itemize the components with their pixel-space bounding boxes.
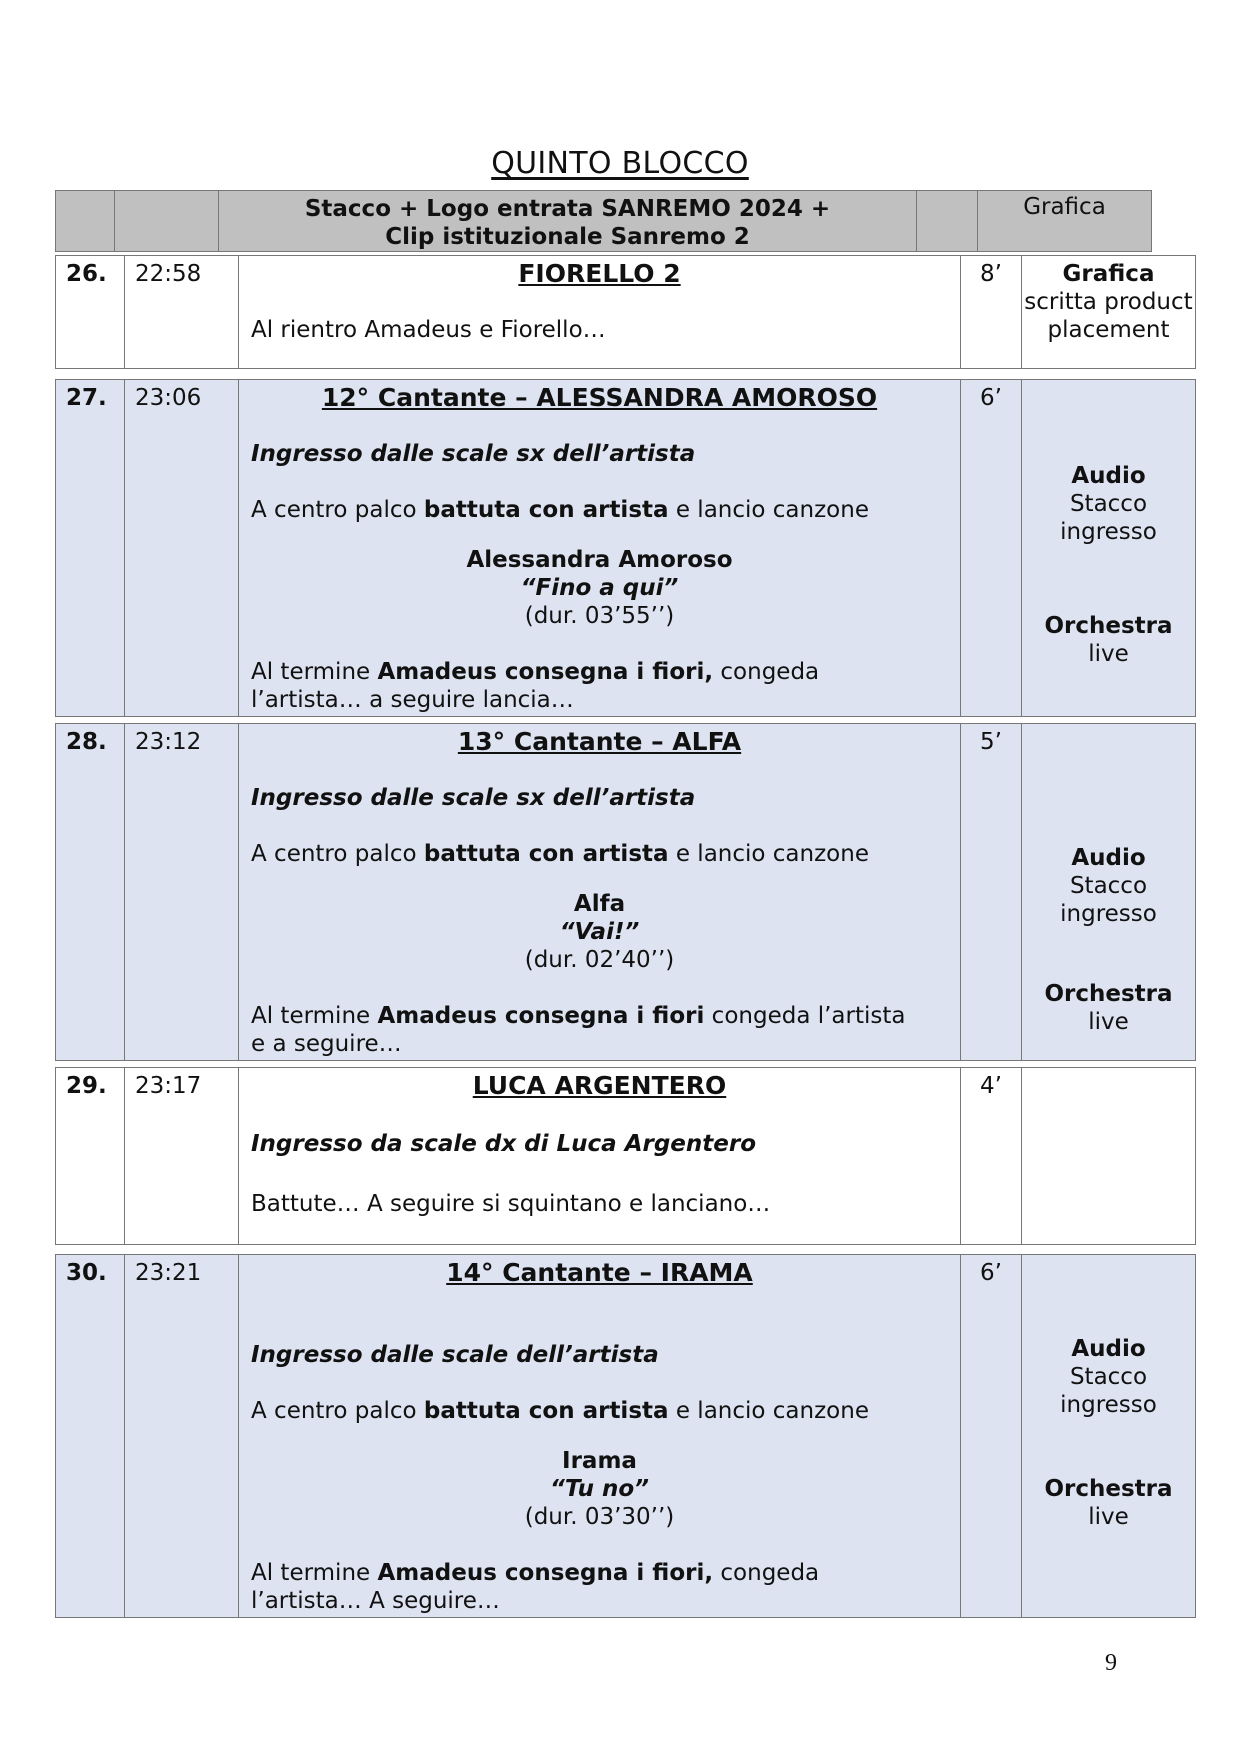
row-number: 30.	[56, 1255, 125, 1618]
artist-name: Alessandra Amoroso	[466, 547, 733, 573]
table-row	[55, 1254, 1196, 1618]
row-side-notes	[1022, 1068, 1196, 1245]
side-label: Grafica	[1062, 261, 1155, 287]
artist-name: Irama	[562, 1448, 637, 1474]
row-number: 27.	[56, 380, 125, 717]
row-duration: 6’	[961, 380, 1022, 717]
row-time: 22:58	[125, 256, 239, 369]
audio-label: Audio	[1071, 463, 1146, 489]
header-cell-empty-1	[56, 191, 115, 252]
row-content	[239, 380, 961, 717]
page-title: QUINTO BLOCCO	[491, 146, 749, 181]
header-description	[219, 191, 917, 252]
header-table	[55, 190, 1152, 252]
table-row	[55, 1067, 1196, 1245]
orchestra-text: live	[1088, 1009, 1129, 1035]
segment-text: Battute… A seguire si squintano e lanciano…	[251, 1191, 771, 1217]
row-content	[239, 256, 961, 369]
audio-text: Stacco ingresso	[1060, 1364, 1157, 1418]
entry-note: Ingresso dalle scale sx dell’artista	[251, 441, 696, 467]
stage-note: A centro palco battuta con artista e lancio canzone	[251, 841, 869, 867]
side-text-2: placement	[1047, 317, 1170, 343]
end-note-2: l’artista… a seguire lancia…	[251, 687, 574, 713]
end-note: Al termine Amadeus consegna i fiori congeda l’artista	[251, 1003, 906, 1029]
row-content	[239, 1255, 961, 1618]
row-time: 23:17	[125, 1068, 239, 1245]
orchestra-label: Orchestra	[1044, 981, 1173, 1007]
song-duration: (dur. 02’40’’)	[524, 947, 675, 973]
row-number: 26.	[56, 256, 125, 369]
row-time: 23:12	[125, 724, 239, 1061]
artist-name: Alfa	[573, 891, 626, 917]
stage-note: A centro palco battuta con artista e lancio canzone	[251, 497, 869, 523]
row-number: 29.	[56, 1068, 125, 1245]
header-cell-empty-3	[917, 191, 978, 252]
end-note: Al termine Amadeus consegna i fiori, congeda	[251, 659, 820, 685]
row-number: 28.	[56, 724, 125, 1061]
page-number: 9	[1105, 1650, 1117, 1676]
orchestra-label: Orchestra	[1044, 613, 1173, 639]
song-title: “Vai!”	[559, 919, 640, 945]
row-duration: 6’	[961, 1255, 1022, 1618]
header-line2: Clip istituzionale Sanremo 2	[385, 224, 750, 250]
song-duration: (dur. 03’55’’)	[524, 603, 675, 629]
row-duration: 8’	[961, 256, 1022, 369]
end-note-2: l’artista… A seguire…	[251, 1588, 500, 1614]
audio-label: Audio	[1071, 845, 1146, 871]
segment-title: 13° Cantante – ALFA	[457, 727, 742, 756]
audio-text: Stacco ingresso	[1060, 491, 1157, 545]
table-row	[55, 379, 1196, 717]
header-cell-empty-2	[115, 191, 219, 252]
row-duration: 5’	[961, 724, 1022, 1061]
row-side-notes	[1022, 380, 1196, 717]
entry-note: Ingresso dalle scale dell’artista	[251, 1342, 659, 1368]
side-text-1: scritta product	[1024, 289, 1193, 315]
header-grafica: Grafica	[978, 191, 1152, 252]
row-side-notes	[1022, 724, 1196, 1061]
audio-label: Audio	[1071, 1336, 1146, 1362]
row-side-notes	[1022, 256, 1196, 369]
row-time: 23:06	[125, 380, 239, 717]
song-duration: (dur. 03’30’’)	[524, 1504, 675, 1530]
header-line1: Stacco + Logo entrata SANREMO 2024 +	[304, 196, 831, 222]
segment-text: Al rientro Amadeus e Fiorello…	[251, 317, 606, 343]
segment-title: 14° Cantante – IRAMA	[446, 1258, 753, 1287]
orchestra-label: Orchestra	[1044, 1476, 1173, 1502]
row-time: 23:21	[125, 1255, 239, 1618]
song-title: “Fino a qui”	[520, 575, 679, 601]
segment-title: FIORELLO 2	[518, 259, 681, 288]
segment-title: 12° Cantante – ALESSANDRA AMOROSO	[321, 383, 878, 412]
row-duration: 4’	[961, 1068, 1022, 1245]
orchestra-text: live	[1088, 641, 1129, 667]
table-row	[55, 255, 1196, 369]
row-side-notes	[1022, 1255, 1196, 1618]
entry-note: Ingresso dalle scale sx dell’artista	[251, 785, 696, 811]
song-title: “Tu no”	[550, 1476, 649, 1502]
segment-title: LUCA ARGENTERO	[472, 1071, 727, 1100]
row-content	[239, 724, 961, 1061]
row-content	[239, 1068, 961, 1245]
table-row	[55, 723, 1196, 1061]
entry-note: Ingresso da scale dx di Luca Argentero	[251, 1131, 757, 1157]
audio-text: Stacco ingresso	[1060, 873, 1157, 927]
end-note: Al termine Amadeus consegna i fiori, congeda	[251, 1560, 820, 1586]
orchestra-text: live	[1088, 1504, 1129, 1530]
stage-note: A centro palco battuta con artista e lancio canzone	[251, 1398, 869, 1424]
end-note-2: e a seguire…	[251, 1031, 402, 1057]
